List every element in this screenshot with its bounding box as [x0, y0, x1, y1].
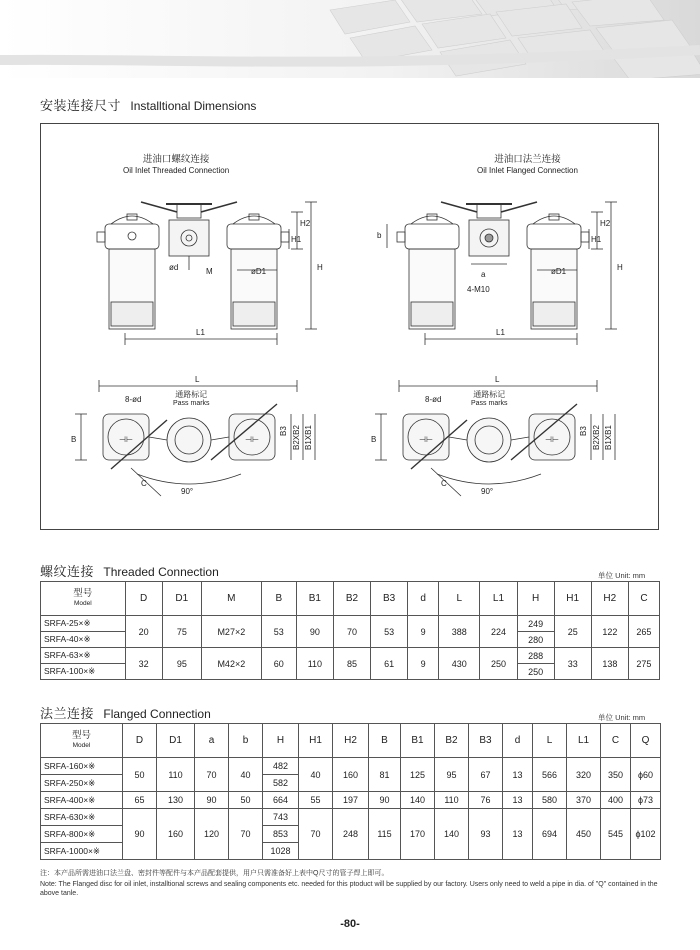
cell-h1: 70: [299, 809, 333, 860]
cell-b1: 170: [401, 809, 435, 860]
label-b3: B3: [279, 426, 288, 436]
cell-h: 288: [517, 648, 554, 664]
cell-d1: 130: [157, 792, 195, 809]
cell-d: 65: [123, 792, 157, 809]
model-cell: SRFA-25×※: [41, 616, 126, 632]
column-header-d1: D1: [162, 582, 201, 616]
label-b1xb1-right: B1XB1: [604, 425, 613, 450]
cell-b3: 93: [469, 809, 503, 860]
column-header-d: d: [503, 724, 533, 758]
column-header-d: D: [125, 582, 162, 616]
model-header: [41, 582, 126, 616]
cell-d1: 95: [162, 648, 201, 680]
left-caption: [123, 154, 229, 176]
svg-text:⊣⊢: ⊣⊢: [245, 435, 259, 444]
right-caption: [477, 154, 578, 176]
cell-d: 13: [503, 809, 533, 860]
cell-b3: 61: [371, 648, 408, 680]
cell-h2: 197: [333, 792, 369, 809]
label-a: a: [481, 270, 486, 279]
column-header-c: C: [628, 582, 659, 616]
column-header-l1: L1: [480, 582, 517, 616]
page-number: -80-: [340, 918, 360, 930]
cell-d: 50: [123, 758, 157, 792]
cell-h1: 25: [554, 616, 591, 648]
cell-l1: 370: [567, 792, 601, 809]
cell-h: 853: [263, 826, 299, 843]
column-header-h: H: [517, 582, 554, 616]
table-row: [41, 758, 661, 775]
right-caption-cn: 进油口法兰连接: [494, 154, 561, 165]
label-od1: øD1: [251, 267, 267, 276]
model-cell: SRFA-1000×※: [41, 843, 123, 860]
cell-c: 400: [601, 792, 631, 809]
cell-l: 430: [439, 648, 480, 680]
column-header-h: H: [263, 724, 299, 758]
model-header-en: Model: [73, 599, 92, 607]
model-cell: SRFA-250×※: [41, 775, 123, 792]
cell-l1: 224: [480, 616, 517, 648]
flanged-title-cn: 法兰连接: [40, 706, 95, 721]
cell-h: 582: [263, 775, 299, 792]
model-cell: SRFA-630×※: [41, 809, 123, 826]
cell-q: ϕ60: [631, 758, 661, 792]
label-b-right: B: [371, 435, 377, 444]
pass-marks-right-en: Pass marks: [471, 400, 508, 407]
column-header-h1: H1: [299, 724, 333, 758]
cell-d1: 160: [157, 809, 195, 860]
cell-l: 694: [533, 809, 567, 860]
cell-m: M27×2: [201, 616, 261, 648]
cell-b: 53: [261, 616, 296, 648]
label-m: M: [206, 267, 213, 276]
cell-b: 115: [369, 809, 401, 860]
cell-d: 20: [125, 616, 162, 648]
left-caption-cn: 进油口螺纹连接: [142, 154, 210, 165]
cell-b3: 76: [469, 792, 503, 809]
column-header-l: L: [533, 724, 567, 758]
cell-l1: 250: [480, 648, 517, 680]
threaded-title-cn: 螺纹连接: [40, 564, 95, 579]
cell-l1: 320: [567, 758, 601, 792]
cell-d: 9: [408, 648, 439, 680]
pass-marks-left-en: Pass marks: [173, 400, 210, 407]
pass-marks-right: [471, 390, 508, 408]
cell-b: 40: [229, 758, 263, 792]
label-od1-right: øD1: [551, 267, 567, 276]
cell-a: 120: [195, 809, 229, 860]
label-c-right: C: [441, 479, 447, 488]
column-header-d: d: [408, 582, 439, 616]
cell-l: 580: [533, 792, 567, 809]
cell-h1: 33: [554, 648, 591, 680]
cell-h1: 55: [299, 792, 333, 809]
cell-b: 70: [229, 809, 263, 860]
model-header-cn: 型号: [73, 587, 93, 599]
label-h1: H1: [291, 235, 302, 244]
flanged-header-row: [41, 724, 661, 758]
column-header-b2: B2: [333, 582, 370, 616]
cell-m: M42×2: [201, 648, 261, 680]
column-header-d1: D1: [157, 724, 195, 758]
cell-h: 280: [517, 632, 554, 648]
cell-b2: 95: [435, 758, 469, 792]
label-angle-right: 90°: [481, 487, 494, 496]
cell-h1: 40: [299, 758, 333, 792]
cell-h2: 248: [333, 809, 369, 860]
column-header-l: L: [439, 582, 480, 616]
flanged-unit: 单位 Unit: mm: [598, 713, 646, 722]
label-od: ød: [169, 263, 179, 272]
label-h1-right: H1: [591, 235, 602, 244]
threaded-header-row: [41, 582, 660, 616]
threaded-title-en: Threaded Connection: [103, 565, 219, 579]
cell-b: 81: [369, 758, 401, 792]
threaded-unit: 单位 Unit: mm: [598, 571, 646, 580]
flanged-table: [40, 723, 661, 860]
model-cell: SRFA-400×※: [41, 792, 123, 809]
cell-b1: 140: [401, 792, 435, 809]
cell-h: 482: [263, 758, 299, 775]
column-header-b: B: [369, 724, 401, 758]
cell-a: 90: [195, 792, 229, 809]
right-elevation-view: [387, 202, 617, 345]
model-cell: SRFA-40×※: [41, 632, 126, 648]
column-header-a: a: [195, 724, 229, 758]
label-bolt-holes: 8-ød: [125, 395, 142, 404]
pass-marks-left-cn: 通路标记: [175, 390, 208, 399]
cell-h2: 122: [591, 616, 628, 648]
right-caption-en: Oil Inlet Flanged Connection: [477, 166, 578, 175]
threaded-table: [40, 581, 660, 680]
pass-marks-left: [173, 390, 210, 408]
svg-text:⊣⊢: ⊣⊢: [119, 435, 133, 444]
label-l: L: [195, 375, 200, 384]
column-header-b3: B3: [371, 582, 408, 616]
note-cn: 注：本产品所需进油口法兰盘、密封件等配件与本产品配套提供，用户只需准备好上表中Q尺寸的管子焊上即可。: [40, 870, 389, 877]
cell-b2: 70: [333, 616, 370, 648]
cell-b2: 85: [333, 648, 370, 680]
left-caption-en: Oil Inlet Threaded Connection: [123, 166, 230, 175]
label-c: C: [141, 479, 147, 488]
label-b2xb2-right: B2XB2: [592, 425, 601, 450]
cell-l1: 450: [567, 809, 601, 860]
table-row: [41, 809, 661, 826]
model-cell: SRFA-160×※: [41, 758, 123, 775]
cell-d: 13: [503, 758, 533, 792]
threaded-body: [41, 616, 660, 680]
table-row: [41, 648, 660, 664]
section-title-threaded: [40, 561, 219, 580]
cell-l: 388: [439, 616, 480, 648]
label-b1xb1: B1XB1: [304, 425, 313, 450]
cell-d1: 75: [162, 616, 201, 648]
cell-d1: 110: [157, 758, 195, 792]
note-en: Note: The Flanged disc for oil inlet, installtional screws and sealing components etc. needed for this ptoduct will be supplied by our factory. Users only need to weld a pipe in dia. of "Q" contained in the above tanle.: [40, 881, 658, 897]
title-en: Installtional Dimensions: [130, 99, 257, 113]
column-header-c: C: [601, 724, 631, 758]
model-header: [41, 724, 123, 758]
cell-b1: 110: [296, 648, 333, 680]
label-angle: 90°: [181, 487, 194, 496]
cell-d: 32: [125, 648, 162, 680]
cell-h2: 160: [333, 758, 369, 792]
installation-drawing: [40, 123, 659, 530]
label-h: H: [317, 263, 323, 272]
column-header-b3: B3: [469, 724, 503, 758]
label-h2: H2: [300, 219, 311, 228]
table-row: [41, 792, 661, 809]
label-b3-right: B3: [579, 426, 588, 436]
label-h2-right: H2: [600, 219, 611, 228]
model-header-cn: 型号: [71, 729, 91, 741]
section-title-flanged: [40, 703, 211, 722]
label-h-right: H: [617, 263, 623, 272]
cell-a: 70: [195, 758, 229, 792]
cell-h: 664: [263, 792, 299, 809]
cell-q: ϕ73: [631, 792, 661, 809]
cell-b1: 90: [296, 616, 333, 648]
cell-b: 50: [229, 792, 263, 809]
label-l1-right: L1: [496, 328, 505, 337]
column-header-b: B: [261, 582, 296, 616]
model-cell: SRFA-800×※: [41, 826, 123, 843]
label-bolt-holes-right: 8-ød: [425, 395, 442, 404]
model-cell: SRFA-63×※: [41, 648, 126, 664]
cell-h: 1028: [263, 843, 299, 860]
label-l-right: L: [495, 375, 500, 384]
cell-b3: 53: [371, 616, 408, 648]
svg-text:⊣⊢: ⊣⊢: [545, 435, 559, 444]
cell-d: 90: [123, 809, 157, 860]
column-header-b: b: [229, 724, 263, 758]
cell-h: 743: [263, 809, 299, 826]
cell-c: 350: [601, 758, 631, 792]
cell-l: 566: [533, 758, 567, 792]
cell-q: ϕ102: [631, 809, 661, 860]
cell-c: 275: [628, 648, 659, 680]
column-header-m: M: [201, 582, 261, 616]
cell-h2: 138: [591, 648, 628, 680]
label-b2xb2: B2XB2: [292, 425, 301, 450]
cell-d: 13: [503, 792, 533, 809]
svg-text:⊣⊢: ⊣⊢: [419, 435, 433, 444]
label-b: B: [71, 435, 77, 444]
title-cn: 安装连接尺寸: [40, 98, 122, 113]
label-m10: 4-M10: [467, 285, 490, 294]
cell-b3: 67: [469, 758, 503, 792]
cell-b: 90: [369, 792, 401, 809]
column-header-b2: B2: [435, 724, 469, 758]
flanged-title-en: Flanged Connection: [103, 707, 211, 721]
table-row: [41, 616, 660, 632]
column-header-b1: B1: [296, 582, 333, 616]
cell-c: 265: [628, 616, 659, 648]
column-header-d: D: [123, 724, 157, 758]
section-title-dimensions: [40, 95, 256, 114]
cell-b2: 110: [435, 792, 469, 809]
label-l1: L1: [196, 328, 205, 337]
drawing-svg: [41, 124, 658, 529]
column-header-h1: H1: [554, 582, 591, 616]
header-banner-image: [0, 0, 700, 78]
cell-d: 9: [408, 616, 439, 648]
model-cell: SRFA-100×※: [41, 664, 126, 680]
cell-h: 250: [517, 664, 554, 680]
column-header-h2: H2: [333, 724, 369, 758]
model-header-en: Model: [72, 741, 91, 749]
column-header-h2: H2: [591, 582, 628, 616]
cell-h: 249: [517, 616, 554, 632]
column-header-b1: B1: [401, 724, 435, 758]
flanged-body: [41, 758, 661, 860]
cell-b: 60: [261, 648, 296, 680]
label-b-small: b: [377, 231, 382, 240]
cell-c: 545: [601, 809, 631, 860]
cell-b2: 140: [435, 809, 469, 860]
cell-b1: 125: [401, 758, 435, 792]
pass-marks-right-cn: 通路标记: [473, 390, 506, 399]
column-header-l1: L1: [567, 724, 601, 758]
column-header-q: Q: [631, 724, 661, 758]
